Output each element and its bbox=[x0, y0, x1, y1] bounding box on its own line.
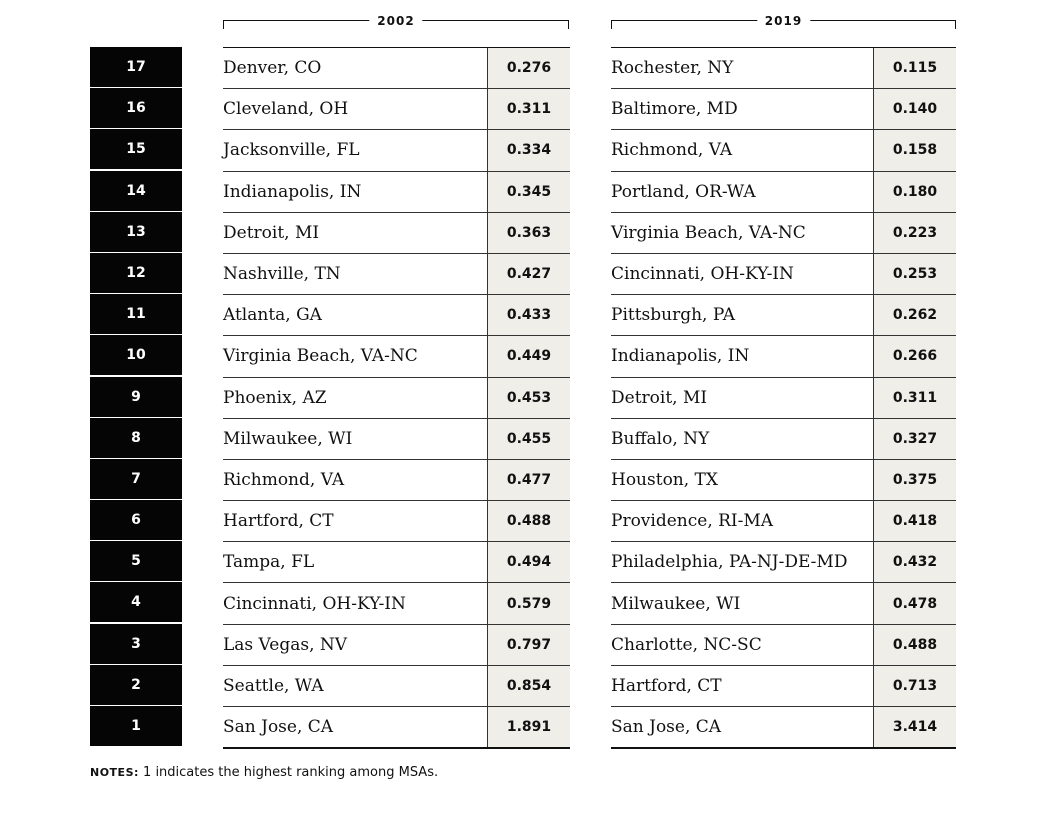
table-row bbox=[611, 213, 956, 254]
value-cell: 0.854 bbox=[487, 666, 570, 706]
value-cell: 0.418 bbox=[873, 501, 956, 541]
city-name: Atlanta, GA bbox=[223, 305, 322, 326]
rank-cell: 15 bbox=[90, 129, 182, 169]
city-name: Jacksonville, FL bbox=[223, 140, 360, 161]
table-row bbox=[223, 419, 570, 460]
value-cell: 0.375 bbox=[873, 460, 956, 500]
city-name: Detroit, MI bbox=[611, 387, 708, 408]
rank-cell: 4 bbox=[90, 582, 182, 622]
city-name: San Jose, CA bbox=[223, 717, 334, 738]
city-name: Portland, OR-WA bbox=[611, 181, 756, 202]
table-row bbox=[611, 707, 956, 747]
value-cell: 0.433 bbox=[487, 295, 570, 335]
city-name: Virginia Beach, VA-NC bbox=[223, 346, 418, 367]
city-name: Cincinnati, OH-KY-IN bbox=[223, 593, 406, 614]
rank-cell: 2 bbox=[90, 665, 182, 705]
table-row bbox=[611, 583, 956, 624]
value-cell: 0.140 bbox=[873, 89, 956, 129]
notes-label: NOTES: bbox=[90, 766, 139, 779]
value-cell: 0.477 bbox=[487, 460, 570, 500]
table-row bbox=[611, 172, 956, 213]
value-cell: 0.223 bbox=[873, 213, 956, 253]
city-name: Cincinnati, OH-KY-IN bbox=[611, 264, 794, 285]
table-row bbox=[223, 707, 570, 747]
value-cell: 0.266 bbox=[873, 336, 956, 376]
value-cell: 0.345 bbox=[487, 172, 570, 212]
table-row bbox=[611, 542, 956, 583]
table-row bbox=[223, 89, 570, 130]
value-cell: 0.488 bbox=[873, 625, 956, 665]
value-cell: 0.158 bbox=[873, 130, 956, 170]
city-name: Seattle, WA bbox=[223, 675, 324, 696]
city-name: Providence, RI-MA bbox=[611, 511, 774, 532]
value-cell: 0.427 bbox=[487, 254, 570, 294]
city-name: Denver, CO bbox=[223, 58, 322, 79]
value-cell: 0.276 bbox=[487, 48, 570, 88]
table-row bbox=[223, 583, 570, 624]
city-name: Milwaukee, WI bbox=[611, 593, 741, 614]
value-cell: 0.115 bbox=[873, 48, 956, 88]
table-row bbox=[611, 89, 956, 130]
table-row bbox=[611, 130, 956, 171]
table-2019 bbox=[611, 47, 956, 749]
notes-text: 1 indicates the highest ranking among MSAs. bbox=[138, 765, 439, 780]
table-row bbox=[223, 254, 570, 295]
notes bbox=[90, 765, 438, 780]
rank-cell: 7 bbox=[90, 459, 182, 499]
table-row bbox=[223, 48, 570, 89]
value-cell: 1.891 bbox=[487, 707, 570, 747]
city-name: Virginia Beach, VA-NC bbox=[611, 222, 806, 243]
table-row bbox=[223, 336, 570, 377]
table-row bbox=[223, 501, 570, 542]
rank-cell: 6 bbox=[90, 500, 182, 540]
rank-cell: 8 bbox=[90, 418, 182, 458]
table-row bbox=[611, 501, 956, 542]
table-row bbox=[611, 460, 956, 501]
value-cell: 0.327 bbox=[873, 419, 956, 459]
rank-cell: 17 bbox=[90, 47, 182, 87]
table-row bbox=[223, 172, 570, 213]
table-row bbox=[223, 542, 570, 583]
table-row bbox=[223, 625, 570, 666]
table-body-2019 bbox=[611, 47, 956, 749]
value-cell: 0.432 bbox=[873, 542, 956, 582]
city-name: Hartford, CT bbox=[611, 675, 722, 696]
rank-cell: 11 bbox=[90, 294, 182, 334]
city-name: Nashville, TN bbox=[223, 264, 341, 285]
value-cell: 0.579 bbox=[487, 583, 570, 623]
city-name: Pittsburgh, PA bbox=[611, 305, 736, 326]
city-name: Buffalo, NY bbox=[611, 428, 710, 449]
city-name: Phoenix, AZ bbox=[223, 387, 327, 408]
table-row bbox=[223, 378, 570, 419]
value-cell: 0.494 bbox=[487, 542, 570, 582]
value-cell: 0.449 bbox=[487, 336, 570, 376]
year-label-2002: 2002 bbox=[369, 12, 422, 30]
city-name: Milwaukee, WI bbox=[223, 428, 353, 449]
rank-cell: 1 bbox=[90, 706, 182, 746]
rank-cell: 10 bbox=[90, 335, 182, 375]
rank-cell: 3 bbox=[90, 624, 182, 664]
rank-cell: 9 bbox=[90, 377, 182, 417]
city-name: Indianapolis, IN bbox=[611, 346, 750, 367]
table-row bbox=[223, 295, 570, 336]
value-cell: 0.262 bbox=[873, 295, 956, 335]
table-row bbox=[223, 213, 570, 254]
value-cell: 0.311 bbox=[873, 378, 956, 418]
value-cell: 0.363 bbox=[487, 213, 570, 253]
table-row bbox=[223, 666, 570, 707]
table-body-2002 bbox=[223, 47, 570, 749]
table-row bbox=[611, 625, 956, 666]
value-cell: 0.713 bbox=[873, 666, 956, 706]
header-2019 bbox=[611, 12, 956, 32]
city-name: Richmond, VA bbox=[611, 140, 733, 161]
table-row bbox=[611, 666, 956, 707]
table-2002 bbox=[223, 47, 570, 749]
year-label-2019: 2019 bbox=[757, 12, 810, 30]
table-row bbox=[611, 419, 956, 460]
rank-column bbox=[90, 47, 182, 747]
value-cell: 3.414 bbox=[873, 707, 956, 747]
value-cell: 0.334 bbox=[487, 130, 570, 170]
rank-cell: 5 bbox=[90, 541, 182, 581]
city-name: Richmond, VA bbox=[223, 469, 345, 490]
city-name: Philadelphia, PA-NJ-DE-MD bbox=[611, 552, 848, 573]
rank-cell: 13 bbox=[90, 212, 182, 252]
city-name: San Jose, CA bbox=[611, 717, 722, 738]
table-row bbox=[611, 254, 956, 295]
value-cell: 0.478 bbox=[873, 583, 956, 623]
table-row bbox=[223, 460, 570, 501]
value-cell: 0.253 bbox=[873, 254, 956, 294]
table-row bbox=[611, 378, 956, 419]
header-2002 bbox=[223, 12, 569, 32]
value-cell: 0.455 bbox=[487, 419, 570, 459]
city-name: Indianapolis, IN bbox=[223, 181, 362, 202]
rank-cell: 14 bbox=[90, 171, 182, 211]
value-cell: 0.488 bbox=[487, 501, 570, 541]
rank-cell: 12 bbox=[90, 253, 182, 293]
city-name: Las Vegas, NV bbox=[223, 634, 348, 655]
city-name: Cleveland, OH bbox=[223, 99, 349, 120]
table-row bbox=[611, 336, 956, 377]
value-cell: 0.180 bbox=[873, 172, 956, 212]
city-name: Rochester, NY bbox=[611, 58, 734, 79]
rank-cell: 16 bbox=[90, 88, 182, 128]
city-name: Houston, TX bbox=[611, 469, 718, 490]
city-name: Baltimore, MD bbox=[611, 99, 738, 120]
value-cell: 0.797 bbox=[487, 625, 570, 665]
city-name: Hartford, CT bbox=[223, 511, 334, 532]
city-name: Tampa, FL bbox=[223, 552, 315, 573]
table-row bbox=[223, 130, 570, 171]
table-row bbox=[611, 48, 956, 89]
value-cell: 0.311 bbox=[487, 89, 570, 129]
city-name: Detroit, MI bbox=[223, 222, 320, 243]
city-name: Charlotte, NC-SC bbox=[611, 634, 762, 655]
value-cell: 0.453 bbox=[487, 378, 570, 418]
table-row bbox=[611, 295, 956, 336]
